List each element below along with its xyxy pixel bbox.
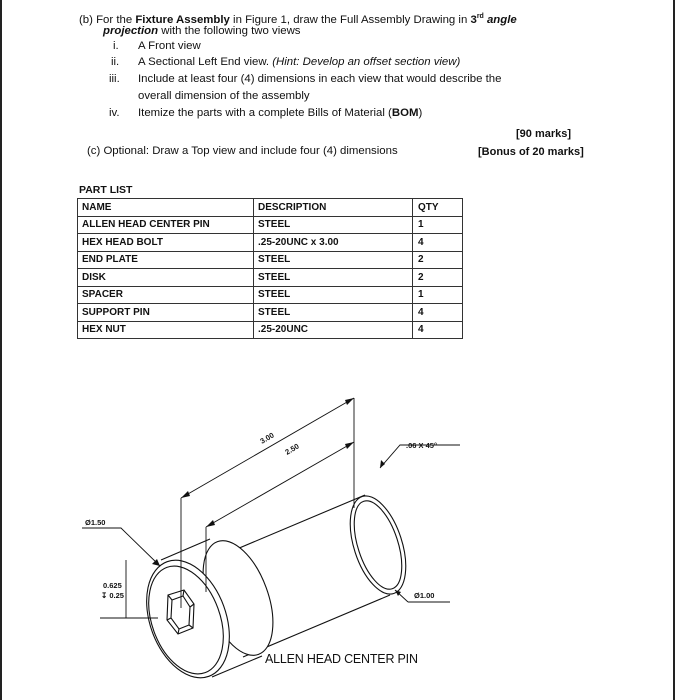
table-row <box>78 251 463 269</box>
table-row <box>78 286 463 304</box>
head-top-edge <box>161 539 210 560</box>
head-dia-leader <box>82 528 160 566</box>
item-dimensions-cont: overall dimension of the assembly <box>138 90 310 102</box>
socket-depth: ↧ 0.25 <box>101 591 124 600</box>
table-header-row <box>78 199 463 217</box>
cell-description: STEEL <box>254 251 413 269</box>
item-number: iii. <box>109 73 120 85</box>
item-dimensions: Include at least four (4) dimensions in each view that would describe the <box>138 73 502 85</box>
cell-name: ALLEN HEAD CENTER PIN <box>78 216 254 234</box>
cell-description: .25-20UNC <box>254 321 413 339</box>
table-row <box>78 216 463 234</box>
cell-name: HEX NUT <box>78 321 254 339</box>
cell-name: END PLATE <box>78 251 254 269</box>
head-diameter: Ø1.50 <box>85 518 106 527</box>
question-b-line1: (b) For the Fixture Assembly in Figure 1, draw the Full Assembly Drawing in 3rd angle <box>79 13 517 26</box>
dim-text-total: 3.00 <box>258 430 276 446</box>
dim-line-shaft <box>206 442 354 527</box>
dim-text-shaft: 2.50 <box>283 441 301 457</box>
marks-c: [Bonus of 20 marks] <box>478 146 584 158</box>
cell-qty: 4 <box>413 234 463 252</box>
drawing-caption: ALLEN HEAD CENTER PIN <box>265 652 418 666</box>
cell-description: STEEL <box>254 269 413 287</box>
cell-name: SUPPORT PIN <box>78 304 254 322</box>
part-list-title: PART LIST <box>79 184 133 196</box>
dim-line-total <box>181 398 354 498</box>
cell-description: STEEL <box>254 286 413 304</box>
item-sectional-view: A Sectional Left End view. (Hint: Develop an offset section view) <box>138 56 461 68</box>
cell-qty: 4 <box>413 304 463 322</box>
cell-qty: 1 <box>413 286 463 304</box>
item-number: i. <box>113 40 119 52</box>
cell-qty: 2 <box>413 269 463 287</box>
header-description: DESCRIPTION <box>254 199 413 217</box>
item-number: iv. <box>109 107 120 119</box>
header-qty: QTY <box>413 199 463 217</box>
cell-qty: 1 <box>413 216 463 234</box>
question-b-line2: projection with the following two views <box>103 25 301 37</box>
table-row <box>78 234 463 252</box>
chamfer-note: .06 X 45° <box>406 441 437 450</box>
header-name: NAME <box>78 199 254 217</box>
marks-b: [90 marks] <box>516 128 572 140</box>
cell-name: HEX HEAD BOLT <box>78 234 254 252</box>
item-bom: Itemize the parts with a complete Bills of Material (BOM) <box>138 107 423 119</box>
part-list-table <box>77 198 463 339</box>
socket-size: 0.625 <box>103 581 122 590</box>
question-c: (c) Optional: Draw a Top view and include four (4) dimensions <box>87 145 398 157</box>
table-row <box>78 321 463 339</box>
cell-description: STEEL <box>254 216 413 234</box>
cell-qty: 4 <box>413 321 463 339</box>
table-row <box>78 269 463 287</box>
cell-description: STEEL <box>254 304 413 322</box>
cell-name: SPACER <box>78 286 254 304</box>
shaft-diameter: Ø1.00 <box>414 591 435 600</box>
cell-qty: 2 <box>413 251 463 269</box>
item-front-view: A Front view <box>138 40 201 52</box>
item-number: ii. <box>111 56 120 68</box>
table-row <box>78 304 463 322</box>
cell-description: .25-20UNC x 3.00 <box>254 234 413 252</box>
cell-name: DISK <box>78 269 254 287</box>
